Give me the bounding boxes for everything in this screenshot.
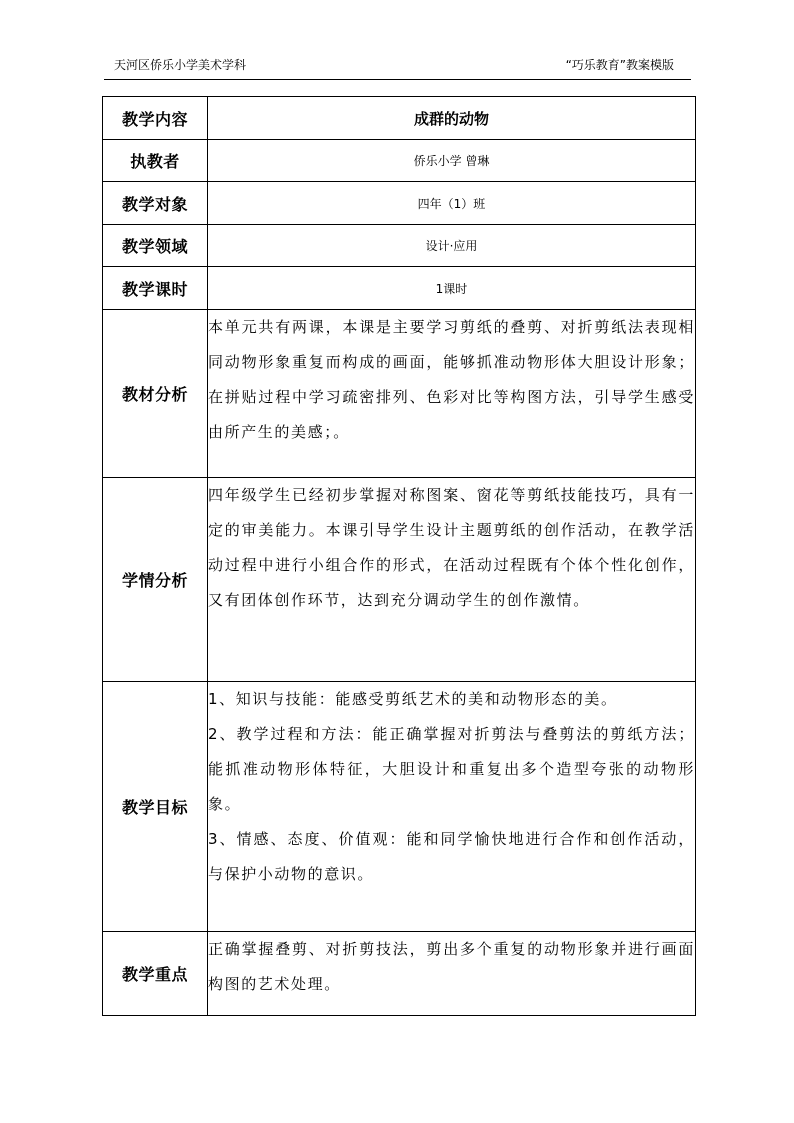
header-template-name: “巧乐教育”教案模版 [565, 58, 674, 72]
goal-item: 1、知识与技能：能感受剪纸艺术的美和动物形态的美。 [208, 690, 618, 708]
label-content: 教学内容 [103, 97, 208, 140]
label-material: 教材分析 [103, 310, 208, 478]
value-target: 四年（1）班 [208, 182, 696, 225]
row-period [103, 267, 696, 310]
label-teacher: 执教者 [103, 140, 208, 182]
label-students: 学情分析 [103, 478, 208, 682]
row-goals [103, 682, 696, 932]
row-content [103, 97, 696, 140]
goal-item: 2、教学过程和方法：能正确掌握对折剪法与叠剪法的剪纸方法；能抓准动物形体特征，大胆设计和重复出多个造型夸张的动物形象。 [208, 725, 695, 813]
text-students: 四年级学生已经初步掌握对称图案、窗花等剪纸技能技巧，具有一定的审美能力。本课引导学生设计主题剪纸的创作活动，在教学活动过程中进行小组合作的形式，在活动过程既有个体个性化创作，又有团体创作环节，达到充分调动学生的创作激情。 [208, 478, 696, 682]
label-target: 教学对象 [103, 182, 208, 225]
row-domain [103, 225, 696, 267]
header-divider [104, 79, 691, 80]
value-teacher: 侨乐小学 曾琳 [208, 140, 696, 182]
label-goals: 教学目标 [103, 682, 208, 932]
value-content: 成群的动物 [208, 97, 696, 140]
text-keypoint: 正确掌握叠剪、对折剪技法，剪出多个重复的动物形象并进行画面构图的艺术处理。 [208, 932, 696, 1016]
value-period: 1课时 [208, 267, 696, 310]
lesson-plan-table [102, 96, 696, 1016]
row-teacher [103, 140, 696, 182]
text-goals [208, 682, 696, 932]
goal-item: 3、情感、态度、价值观：能和同学愉快地进行合作和创作活动，与保护小动物的意识。 [208, 830, 695, 883]
row-target [103, 182, 696, 225]
label-keypoint: 教学重点 [103, 932, 208, 1016]
label-period: 教学课时 [103, 267, 208, 310]
row-students [103, 478, 696, 682]
row-keypoint [103, 932, 696, 1016]
row-material [103, 310, 696, 478]
header-school: 天河区侨乐小学美术学科 [114, 58, 247, 72]
value-domain: 设计·应用 [208, 225, 696, 267]
text-material: 本单元共有两课，本课是主要学习剪纸的叠剪、对折剪纸法表现相同动物形象重复而构成的画面，能够抓准动物形体大胆设计形象；在拼贴过程中学习疏密排列、色彩对比等构图方法，引导学生感受由所产生的美感；。 [208, 310, 696, 478]
label-domain: 教学领域 [103, 225, 208, 267]
